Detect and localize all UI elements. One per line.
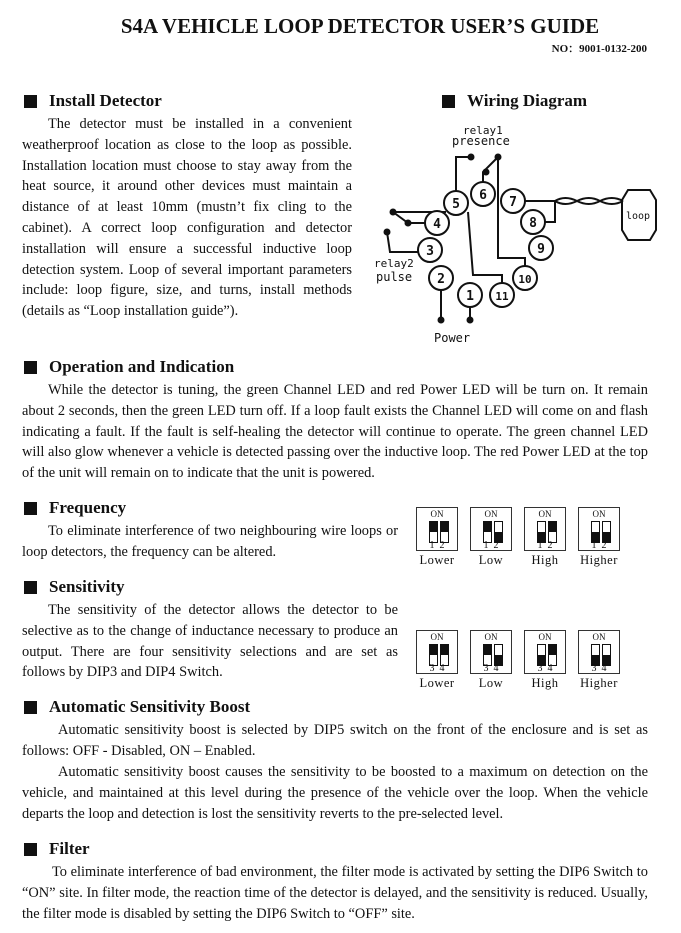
relay2-label: relay2 bbox=[374, 257, 414, 270]
loop-label: loop bbox=[626, 211, 651, 222]
dip-setting-label: Lower bbox=[419, 553, 455, 567]
dip-setting-lower bbox=[416, 630, 458, 691]
on-label: ON bbox=[484, 632, 498, 642]
switch-numbers bbox=[471, 540, 511, 551]
on-label: ON bbox=[592, 509, 606, 519]
bullet-square-icon bbox=[442, 95, 455, 108]
frequency-dip-settings bbox=[416, 507, 620, 568]
boost-text-1: Automatic sensitivity boost is selected by DIP5 switch on the front of the enclosure and is set as follows: OFF - Disabled, ON – Enabled. bbox=[22, 722, 648, 759]
switch-number: 3 bbox=[591, 663, 597, 674]
dip-setting-label: Low bbox=[478, 553, 504, 567]
heading-text: Filter bbox=[49, 839, 90, 858]
terminal-9: 9 bbox=[537, 242, 545, 257]
switch-number: 4 bbox=[493, 663, 499, 674]
sensitivity-dip-settings bbox=[416, 630, 620, 691]
presence-label: presence bbox=[452, 134, 510, 148]
switch-number: 1 bbox=[537, 540, 543, 551]
dip-setting-low bbox=[470, 630, 512, 691]
switch-number: 1 bbox=[591, 540, 597, 551]
dip-setting-higher bbox=[578, 630, 620, 691]
dip-switch-box bbox=[578, 630, 620, 674]
install-text: The detector must be installed in a convenient weatherproof location as close to the loop as possible. Installation location must choose to stay away from the heat source, it around other devices must maintain a distance of at least 10mm (mustn’t fix cling to the cabinet). A correct loop configuration and detector installation will ensure a successful inductive loop detection system. Loop of several important parameters include: loop figure, size, and turns, install methods (details as “Loop installation guide”). bbox=[22, 116, 352, 320]
document-title: S4A VEHICLE LOOP DETECTOR USER’S GUIDE bbox=[120, 14, 600, 38]
dip-switch-box bbox=[524, 507, 566, 551]
heading-wiring-diagram bbox=[442, 91, 587, 111]
switch-number: 4 bbox=[601, 663, 607, 674]
switch-number: 3 bbox=[483, 663, 489, 674]
boost-text-2: Automatic sensitivity boost causes the sensitivity to be boosted to a maximum on detection on the vehicle, and maintained at this level during the presence of the vehicle over the loop. When the vehicle departs the loop and detection is lost the sensitivity reverts to the pre-selected level. bbox=[22, 764, 648, 822]
heading-install-detector bbox=[24, 91, 162, 111]
frequency-text: To eliminate interference of two neighbouring wire loops or loop detectors, the frequency can be altered. bbox=[22, 523, 398, 560]
dip-setting-low bbox=[470, 507, 512, 568]
dip-setting-high bbox=[524, 507, 566, 568]
terminal-6: 6 bbox=[479, 188, 487, 203]
on-label: ON bbox=[592, 632, 606, 642]
on-label: ON bbox=[430, 509, 444, 519]
on-label: ON bbox=[538, 509, 552, 519]
switch-numbers bbox=[471, 663, 511, 674]
heading-text: Operation and Indication bbox=[49, 357, 235, 376]
switch-number: 2 bbox=[547, 540, 553, 551]
heading-text: Sensitivity bbox=[49, 577, 125, 596]
on-label: ON bbox=[430, 632, 444, 642]
operation-text: While the detector is tuning, the green Channel LED and red Power LED will be turn on. It remain about 2 seconds, then the green LED turn off. If a loop fault exists the Channel LED will come on and flash indicating a fault. If the fault is self-healing the detector will continue to operate. The green channel LED will also glow whenever a vehicle is detected passing over the inductive loop. The red Power LED at the top of the unit will remain on to indicate that the unit is powered. bbox=[22, 382, 648, 482]
relay1-label: relay1 bbox=[463, 124, 503, 137]
sensitivity-text: The sensitivity of the detector allows the detector to be selective as to the change of inductance necessary to produce an output. There are four sensitivity selections and are set as follows by DIP3 and DIP4 Switch. bbox=[22, 602, 398, 681]
dip-setting-higher bbox=[578, 507, 620, 568]
terminal-4: 4 bbox=[433, 217, 441, 232]
heading-frequency bbox=[24, 498, 126, 518]
switch-number: 1 bbox=[429, 540, 435, 551]
switch-number: 2 bbox=[601, 540, 607, 551]
switch-number: 4 bbox=[547, 663, 553, 674]
switch-number: 4 bbox=[439, 663, 445, 674]
heading-text: Wiring Diagram bbox=[467, 91, 588, 110]
heading-filter bbox=[24, 839, 90, 859]
dip-setting-label: Lower bbox=[419, 676, 455, 690]
heading-auto-sensitivity-boost bbox=[24, 697, 250, 717]
on-label: ON bbox=[538, 632, 552, 642]
terminal-7: 7 bbox=[509, 195, 517, 210]
dip-switch-box bbox=[470, 507, 512, 551]
terminal-2: 2 bbox=[437, 272, 445, 287]
switch-numbers bbox=[525, 663, 565, 674]
dip-switch-box bbox=[524, 630, 566, 674]
dip-setting-label: Higher bbox=[580, 676, 618, 690]
filter-text: To eliminate interference of bad environment, the filter mode is activated by setting the DIP6 Switch to “ON” site. In filter mode, the reaction time of the detector is delayed, and the sensitivity is reduced. Usually, the filter mode is disabled by setting the DIP6 Switch to “OFF” site. bbox=[22, 864, 648, 922]
dip-setting-label: High bbox=[531, 676, 559, 690]
switch-number: 3 bbox=[537, 663, 543, 674]
power-label: Power bbox=[434, 331, 471, 345]
terminal-1: 1 bbox=[466, 289, 474, 304]
heading-text: Install Detector bbox=[49, 91, 162, 110]
dip-switch-box bbox=[416, 507, 458, 551]
bullet-square-icon bbox=[24, 502, 37, 515]
terminal-11: 11 bbox=[495, 290, 509, 303]
switch-number: 2 bbox=[439, 540, 445, 551]
dip-setting-high bbox=[524, 630, 566, 691]
switch-numbers bbox=[579, 663, 619, 674]
dip-setting-label: Low bbox=[478, 676, 504, 690]
heading-text: Automatic Sensitivity Boost bbox=[49, 697, 251, 716]
terminal-3: 3 bbox=[426, 244, 434, 259]
heading-sensitivity bbox=[24, 577, 125, 597]
dip-setting-label: Higher bbox=[580, 553, 618, 567]
heading-operation bbox=[24, 357, 234, 377]
terminal-10: 10 bbox=[518, 273, 532, 286]
terminal-8: 8 bbox=[529, 216, 537, 231]
pulse-label: pulse bbox=[376, 270, 413, 284]
switch-numbers bbox=[525, 540, 565, 551]
switch-number: 2 bbox=[493, 540, 499, 551]
wiring-diagram bbox=[370, 115, 670, 350]
bullet-square-icon bbox=[24, 701, 37, 714]
dip-switch-box bbox=[470, 630, 512, 674]
dip-setting-lower bbox=[416, 507, 458, 568]
terminal-5: 5 bbox=[452, 197, 460, 212]
bullet-square-icon bbox=[24, 843, 37, 856]
switch-numbers bbox=[417, 540, 457, 551]
bullet-square-icon bbox=[24, 361, 37, 374]
dip-setting-label: High bbox=[531, 553, 559, 567]
dip-switch-box bbox=[416, 630, 458, 674]
bullet-square-icon bbox=[24, 581, 37, 594]
switch-number: 3 bbox=[429, 663, 435, 674]
switch-number: 1 bbox=[483, 540, 489, 551]
switch-numbers bbox=[417, 663, 457, 674]
heading-text: Frequency bbox=[49, 498, 127, 517]
dip-switch-box bbox=[578, 507, 620, 551]
bullet-square-icon bbox=[24, 95, 37, 108]
on-label: ON bbox=[484, 509, 498, 519]
switch-numbers bbox=[579, 540, 619, 551]
document-number: NO：9001-0132-200 bbox=[551, 43, 647, 55]
